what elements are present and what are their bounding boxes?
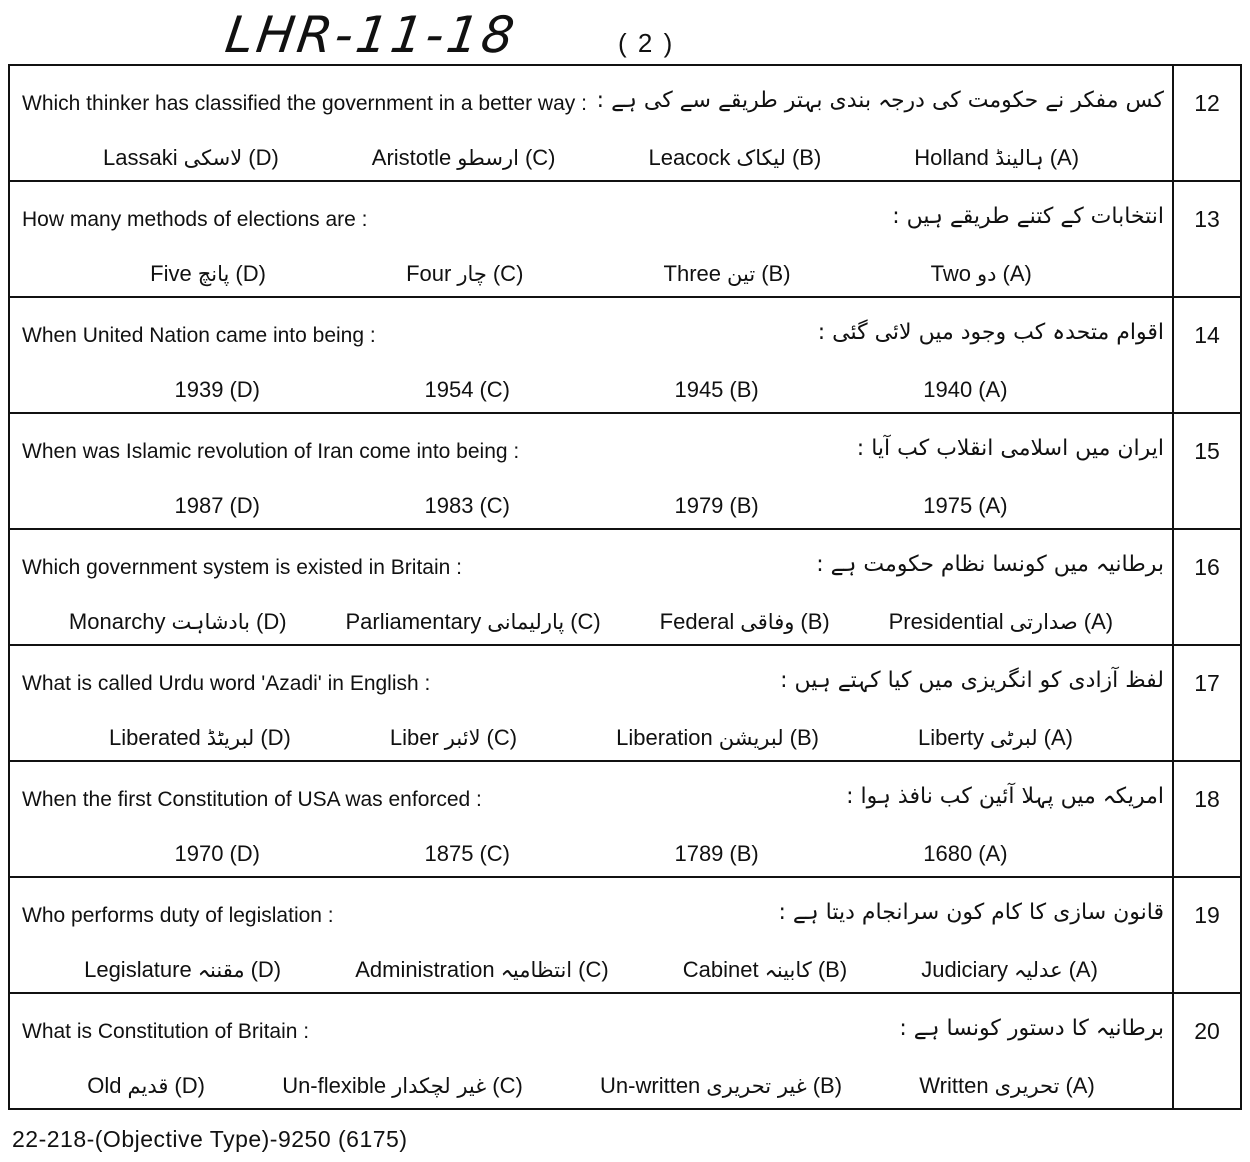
option-a: Holland ہالینڈ (A) bbox=[914, 145, 1080, 170]
question-number: 17 bbox=[1172, 646, 1240, 760]
options-row bbox=[10, 490, 1172, 522]
question-text-ur: برطانیہ میں کونسا نظام حکومت ہے : bbox=[816, 552, 1164, 577]
option-c: Four چار (C) bbox=[406, 261, 524, 286]
option-d: Liberated لبریٹڈ (D) bbox=[109, 725, 291, 750]
options-row bbox=[10, 258, 1172, 290]
options-row bbox=[10, 142, 1172, 174]
question-row-17 bbox=[10, 646, 1240, 762]
option-b: 1979 (B) bbox=[674, 493, 759, 518]
question-row-20 bbox=[10, 994, 1240, 1110]
option-c: Un-flexible غیر لچکدار (C) bbox=[282, 1073, 523, 1098]
option-c: Liber لائبر (C) bbox=[389, 725, 518, 750]
question-row-15 bbox=[10, 414, 1240, 530]
option-c: Administration انتظامیہ (C) bbox=[355, 957, 609, 982]
question-text-en: Which thinker has classified the government in a better way : bbox=[22, 92, 587, 115]
question-text-en: What is Constitution of Britain : bbox=[22, 1020, 310, 1043]
question-number: 13 bbox=[1172, 182, 1240, 296]
option-b: 1789 (B) bbox=[674, 841, 759, 866]
question-text-ur: برطانیہ کا دستور کونسا ہے : bbox=[899, 1016, 1164, 1041]
question-row-19 bbox=[10, 878, 1240, 994]
option-c: Aristotle ارسطو (C) bbox=[371, 145, 556, 170]
option-c: 1954 (C) bbox=[424, 377, 510, 402]
question-number: 14 bbox=[1172, 298, 1240, 412]
question-text-ur: ایران میں اسلامی انقلاب کب آیا : bbox=[856, 436, 1164, 461]
question-text-en: When the first Constitution of USA was enforced : bbox=[22, 788, 482, 811]
option-a: Presidential صدارتی (A) bbox=[888, 609, 1114, 634]
options-row bbox=[10, 838, 1172, 870]
options-row bbox=[10, 954, 1172, 986]
option-b: Federal وفاقی (B) bbox=[659, 609, 830, 634]
option-d: 1939 (D) bbox=[174, 377, 260, 402]
options-row bbox=[10, 722, 1172, 754]
option-a: 1975 (A) bbox=[923, 493, 1008, 518]
option-b: Un-written غیر تحریری (B) bbox=[600, 1073, 843, 1098]
question-text-ur: اقوام متحدہ کب وجود میں لائی گئی : bbox=[817, 320, 1164, 345]
question-text-ur: قانون سازی کا کام کون سرانجام دیتا ہے : bbox=[778, 900, 1164, 925]
options-row bbox=[10, 374, 1172, 406]
option-a: 1940 (A) bbox=[923, 377, 1008, 402]
option-d: 1987 (D) bbox=[174, 493, 260, 518]
question-text-ur: امریکہ میں پہلا آئین کب نافذ ہوا : bbox=[846, 784, 1164, 809]
question-number: 12 bbox=[1172, 66, 1240, 180]
question-text-en: When United Nation came into being : bbox=[22, 324, 376, 347]
question-number: 18 bbox=[1172, 762, 1240, 876]
question-text-en: Which government system is existed in Britain : bbox=[22, 556, 462, 579]
option-b: 1945 (B) bbox=[674, 377, 759, 402]
option-d: Monarchy بادشاہت (D) bbox=[68, 609, 287, 634]
option-d: Old قدیم (D) bbox=[87, 1073, 205, 1098]
option-a: Judiciary عدلیہ (A) bbox=[921, 957, 1098, 982]
question-text-en: When was Islamic revolution of Iran come into being : bbox=[22, 440, 520, 463]
option-c: Parliamentary پارلیمانی (C) bbox=[345, 609, 601, 634]
question-number: 15 bbox=[1172, 414, 1240, 528]
question-text-en: How many methods of elections are : bbox=[22, 208, 368, 231]
options-row bbox=[10, 606, 1172, 638]
option-a: Liberty لبرٹی (A) bbox=[917, 725, 1073, 750]
options-row bbox=[10, 1070, 1172, 1102]
option-a: Two دو (A) bbox=[930, 261, 1032, 286]
question-text-en: What is called Urdu word 'Azadi' in English : bbox=[22, 672, 431, 695]
option-d: 1970 (D) bbox=[174, 841, 260, 866]
question-number: 20 bbox=[1172, 994, 1240, 1110]
option-c: 1875 (C) bbox=[424, 841, 510, 866]
question-row-16 bbox=[10, 530, 1240, 646]
handwritten-paper-code: LHR-11-18 bbox=[221, 6, 521, 64]
option-d: Lassaki لاسکی (D) bbox=[102, 145, 279, 170]
option-b: Leacock لیکاک (B) bbox=[648, 145, 822, 170]
paper-footer-code: 22-218-(Objective Type)-9250 (6175) bbox=[12, 1126, 408, 1152]
option-c: 1983 (C) bbox=[424, 493, 510, 518]
question-text-ur: انتخابات کے کتنے طریقے ہیں : bbox=[892, 204, 1164, 229]
question-row-14 bbox=[10, 298, 1240, 414]
question-text-ur: کس مفکر نے حکومت کی درجہ بندی بہتر طریقے سے کی ہے : bbox=[596, 88, 1164, 113]
option-d: Legislature مقننہ (D) bbox=[84, 957, 282, 982]
questions-table bbox=[8, 64, 1242, 1110]
question-text-en: Who performs duty of legislation : bbox=[22, 904, 334, 927]
option-b: Cabinet کابینہ (B) bbox=[682, 957, 848, 982]
option-d: Five پانچ (D) bbox=[150, 261, 266, 286]
option-a: 1680 (A) bbox=[923, 841, 1008, 866]
question-text-ur: لفظ آزادی کو انگریزی میں کیا کہتے ہیں : bbox=[780, 668, 1164, 693]
option-b: Three تین (B) bbox=[663, 261, 791, 286]
page-number: ( 2 ) bbox=[618, 28, 675, 58]
question-row-18 bbox=[10, 762, 1240, 878]
option-b: Liberation لبریشن (B) bbox=[616, 725, 819, 750]
question-row-13 bbox=[10, 182, 1240, 298]
question-row-12 bbox=[10, 66, 1240, 182]
question-number: 16 bbox=[1172, 530, 1240, 644]
option-a: Written تحریری (A) bbox=[919, 1073, 1095, 1098]
question-number: 19 bbox=[1172, 878, 1240, 992]
